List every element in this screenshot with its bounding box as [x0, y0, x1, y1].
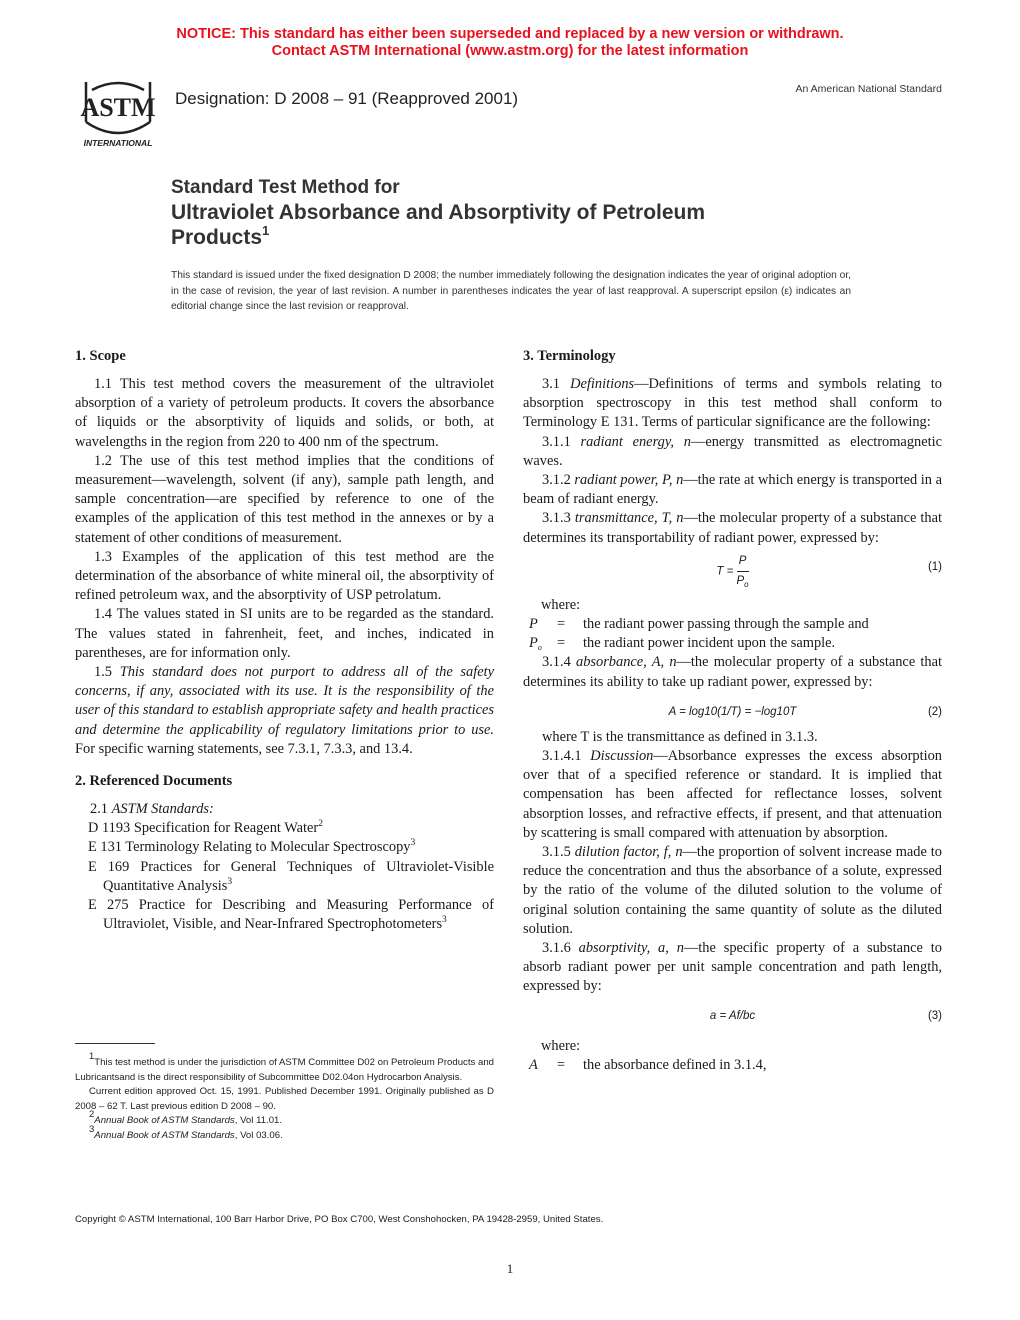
footnotes [75, 1051, 494, 1144]
para-3-1-4-1: 3.1.4.1 Discussion—Absorbance expresses the excess absorption over that of a specified reference or standard. It is implied that compensation has been affected for reflectance losses, solvent absorption losses, and refractive effects, if present, and that attenuation by scattering is small compared with attenuation by absorption. [523, 748, 942, 841]
copyright: Copyright © ASTM International, 100 Barr Harbor Drive, PO Box C700, West Conshohocken, PA 19428-2959, United States. [75, 1214, 604, 1225]
para-3-1: 3.1 Definitions—Definitions of terms and symbols relating to absorption spectroscopy in this test method shall conform to Terminology E 131. Terms of particular significance are the following: [523, 376, 942, 431]
issued-note: This standard is issued under the fixed designation D 2008; the number immediately following the designation indicates the year of original adoption or, in the case of revision, the year of last revision. A number in parentheses indicates the year of last reapproval. A superscript epsilon (ε) indicates an editorial change since the last revision or reapproval. [171, 270, 851, 312]
para-3-1-4: 3.1.4 absorbance, A, n—the molecular property of a substance that determines its ability to take up radiant power, expressed by: [523, 654, 943, 690]
superseded-notice [0, 26, 1020, 60]
para-3-1-1: 3.1.1 radiant energy, n—energy transmitted as electromagnetic waves. [523, 433, 942, 469]
right-column [523, 346, 942, 1075]
referenced-documents-heading: 2. Referenced Documents [75, 773, 233, 790]
equation-3: a = Af/bc (3) [523, 997, 942, 1037]
ref-item: E 275 Practice for Describing and Measuring Performance of Ultraviolet, Visible, and Near-Infrared Spectrophotometers$^3$ [88, 897, 494, 933]
title-line-1: Standard Test Method for [171, 177, 400, 198]
notice-line-2: Contact ASTM International (www.astm.org) for the latest information [271, 43, 749, 59]
notice-line-1: NOTICE: This standard has either been superseded and replaced by a new version or withdrawn. [176, 26, 844, 42]
footnote-1: 1This test method is under the jurisdiction of ASTM Committee D02 on Petroleum Products and Lubricantsand is the direct responsibility of Subcommittee D02.04on Hydrocarbon Analysis. [75, 1051, 494, 1083]
american-national-standard: An American National Standard [795, 83, 942, 95]
where-def-po: $P_o$ = the radiant power incident upon the sample. [529, 635, 836, 653]
where-1: where: [541, 596, 581, 613]
equation-1-label: (1) [927, 560, 942, 573]
footnote-1b: Current edition approved Oct. 15, 1991. Published December 1991. Originally published as D 2008 – 62 T. Last previous edition D 2008 – 90. [75, 1086, 494, 1112]
ref-item: E 131 Terminology Relating to Molecular Spectroscopy$^3$ [88, 838, 416, 856]
para-1-3: 1.3 Examples of the application of this test method are the determination of the absorbance of white mineral oil, the absorptivity of refined petroleum wax, and the absorptivity of USP petrolatum. [75, 548, 494, 604]
equation-2: A = log10(1/T) = −log10T (2) [523, 692, 942, 728]
para-3-1-3: 3.1.3 transmittance, T, n—the molecular property of a substance that determines its transportability of radiant power, expressed by: [523, 510, 942, 546]
equation-3-label: (3) [927, 1009, 942, 1022]
where-3: where: [541, 1037, 581, 1054]
document-title [171, 176, 871, 250]
para-1-2: 1.2 The use of this test method implies that the conditions of measurement—wavelength, solvent (if any), sample path length, and sample concentration—are specified by reference to one of the examples of the application of this test method in the annexes or by a statement of other conditions of measurement. [75, 452, 494, 546]
equation-1: T = $\frac{P}{P_o}$ (1) [523, 548, 942, 594]
svg-text:INTERNATIONAL: INTERNATIONAL [83, 138, 153, 148]
para-3-1-6: 3.1.6 absorptivity, a, n—the specific property of a substance to absorb radiant power per unit sample concentration and path length, expressed by: [523, 940, 942, 995]
footnote-divider [75, 1043, 155, 1044]
where-def-p: P = the radiant power passing through the sample and [529, 616, 869, 633]
equation-2-label: (2) [927, 705, 942, 718]
designation: Designation: D 2008 – 91 (Reapproved 2001) [175, 89, 519, 108]
title-line-3: Products$^1$ [171, 223, 270, 249]
ref-item: D 1193 Specification for Reagent Water$^2$ [88, 819, 323, 837]
page-number: 1 [506, 1261, 514, 1276]
para-3-1-5: 3.1.5 dilution factor, f, n—the proportion of solvent increase made to reduce the concentration and thus the absorbance of a solute, expressed by the ratio of the volume of the diluted solution to the volume of original solution containing the same quantity of solute as the diluted solution. [523, 844, 942, 937]
ref-intro: 2.1 ASTM Standards: [90, 801, 214, 818]
terminology-heading: 3. Terminology [523, 348, 616, 364]
para-1-5: 1.5 This standard does not purport to address all of the safety concerns, if any, associated with its use. It is the responsibility of the user of this standard to establish appropriate safety and health practices and determine the applicability of regulatory limitations prior to use. For specific warning statements, see 7.3.1, 7.3.3, and 13.4. [75, 664, 494, 757]
para-1-4: 1.4 The values stated in SI units are to be regarded as the standard. The values stated in fahrenheit, feet, and inches, indicated in parentheses, are for information only. [75, 606, 494, 661]
para-1-1: 1.1 This test method covers the measurement of the ultraviolet absorption of a variety of petroleum products. It covers the absorbance of liquids or the absorptivity of liquids and solids, or both, at wavelengths in the region from 220 to 400 nm of the spectrum. [75, 376, 494, 450]
left-column [75, 346, 494, 934]
where-def-a: A = the absorbance defined in 3.1.4, [529, 1056, 767, 1073]
scope-heading: 1. Scope [75, 348, 126, 364]
astm-logo [74, 74, 162, 150]
footnote-3: 3Annual Book of ASTM Standards, Vol 03.06. [89, 1123, 283, 1141]
eq2-where: where T is the transmittance as defined in 3.1.3. [542, 728, 818, 745]
footnote-2: 2Annual Book of ASTM Standards, Vol 11.01. [89, 1109, 283, 1127]
para-3-1-2: 3.1.2 radiant power, P, n—the rate at which energy is transported in a beam of radiant energy. [523, 472, 942, 508]
ref-item: E 169 Practices for General Techniques of Ultraviolet-Visible Quantitative Analysis$^3$ [88, 858, 494, 894]
svg-text:ASTM: ASTM [80, 93, 156, 122]
title-line-2: Ultraviolet Absorbance and Absorptivity of Petroleum [171, 201, 706, 224]
